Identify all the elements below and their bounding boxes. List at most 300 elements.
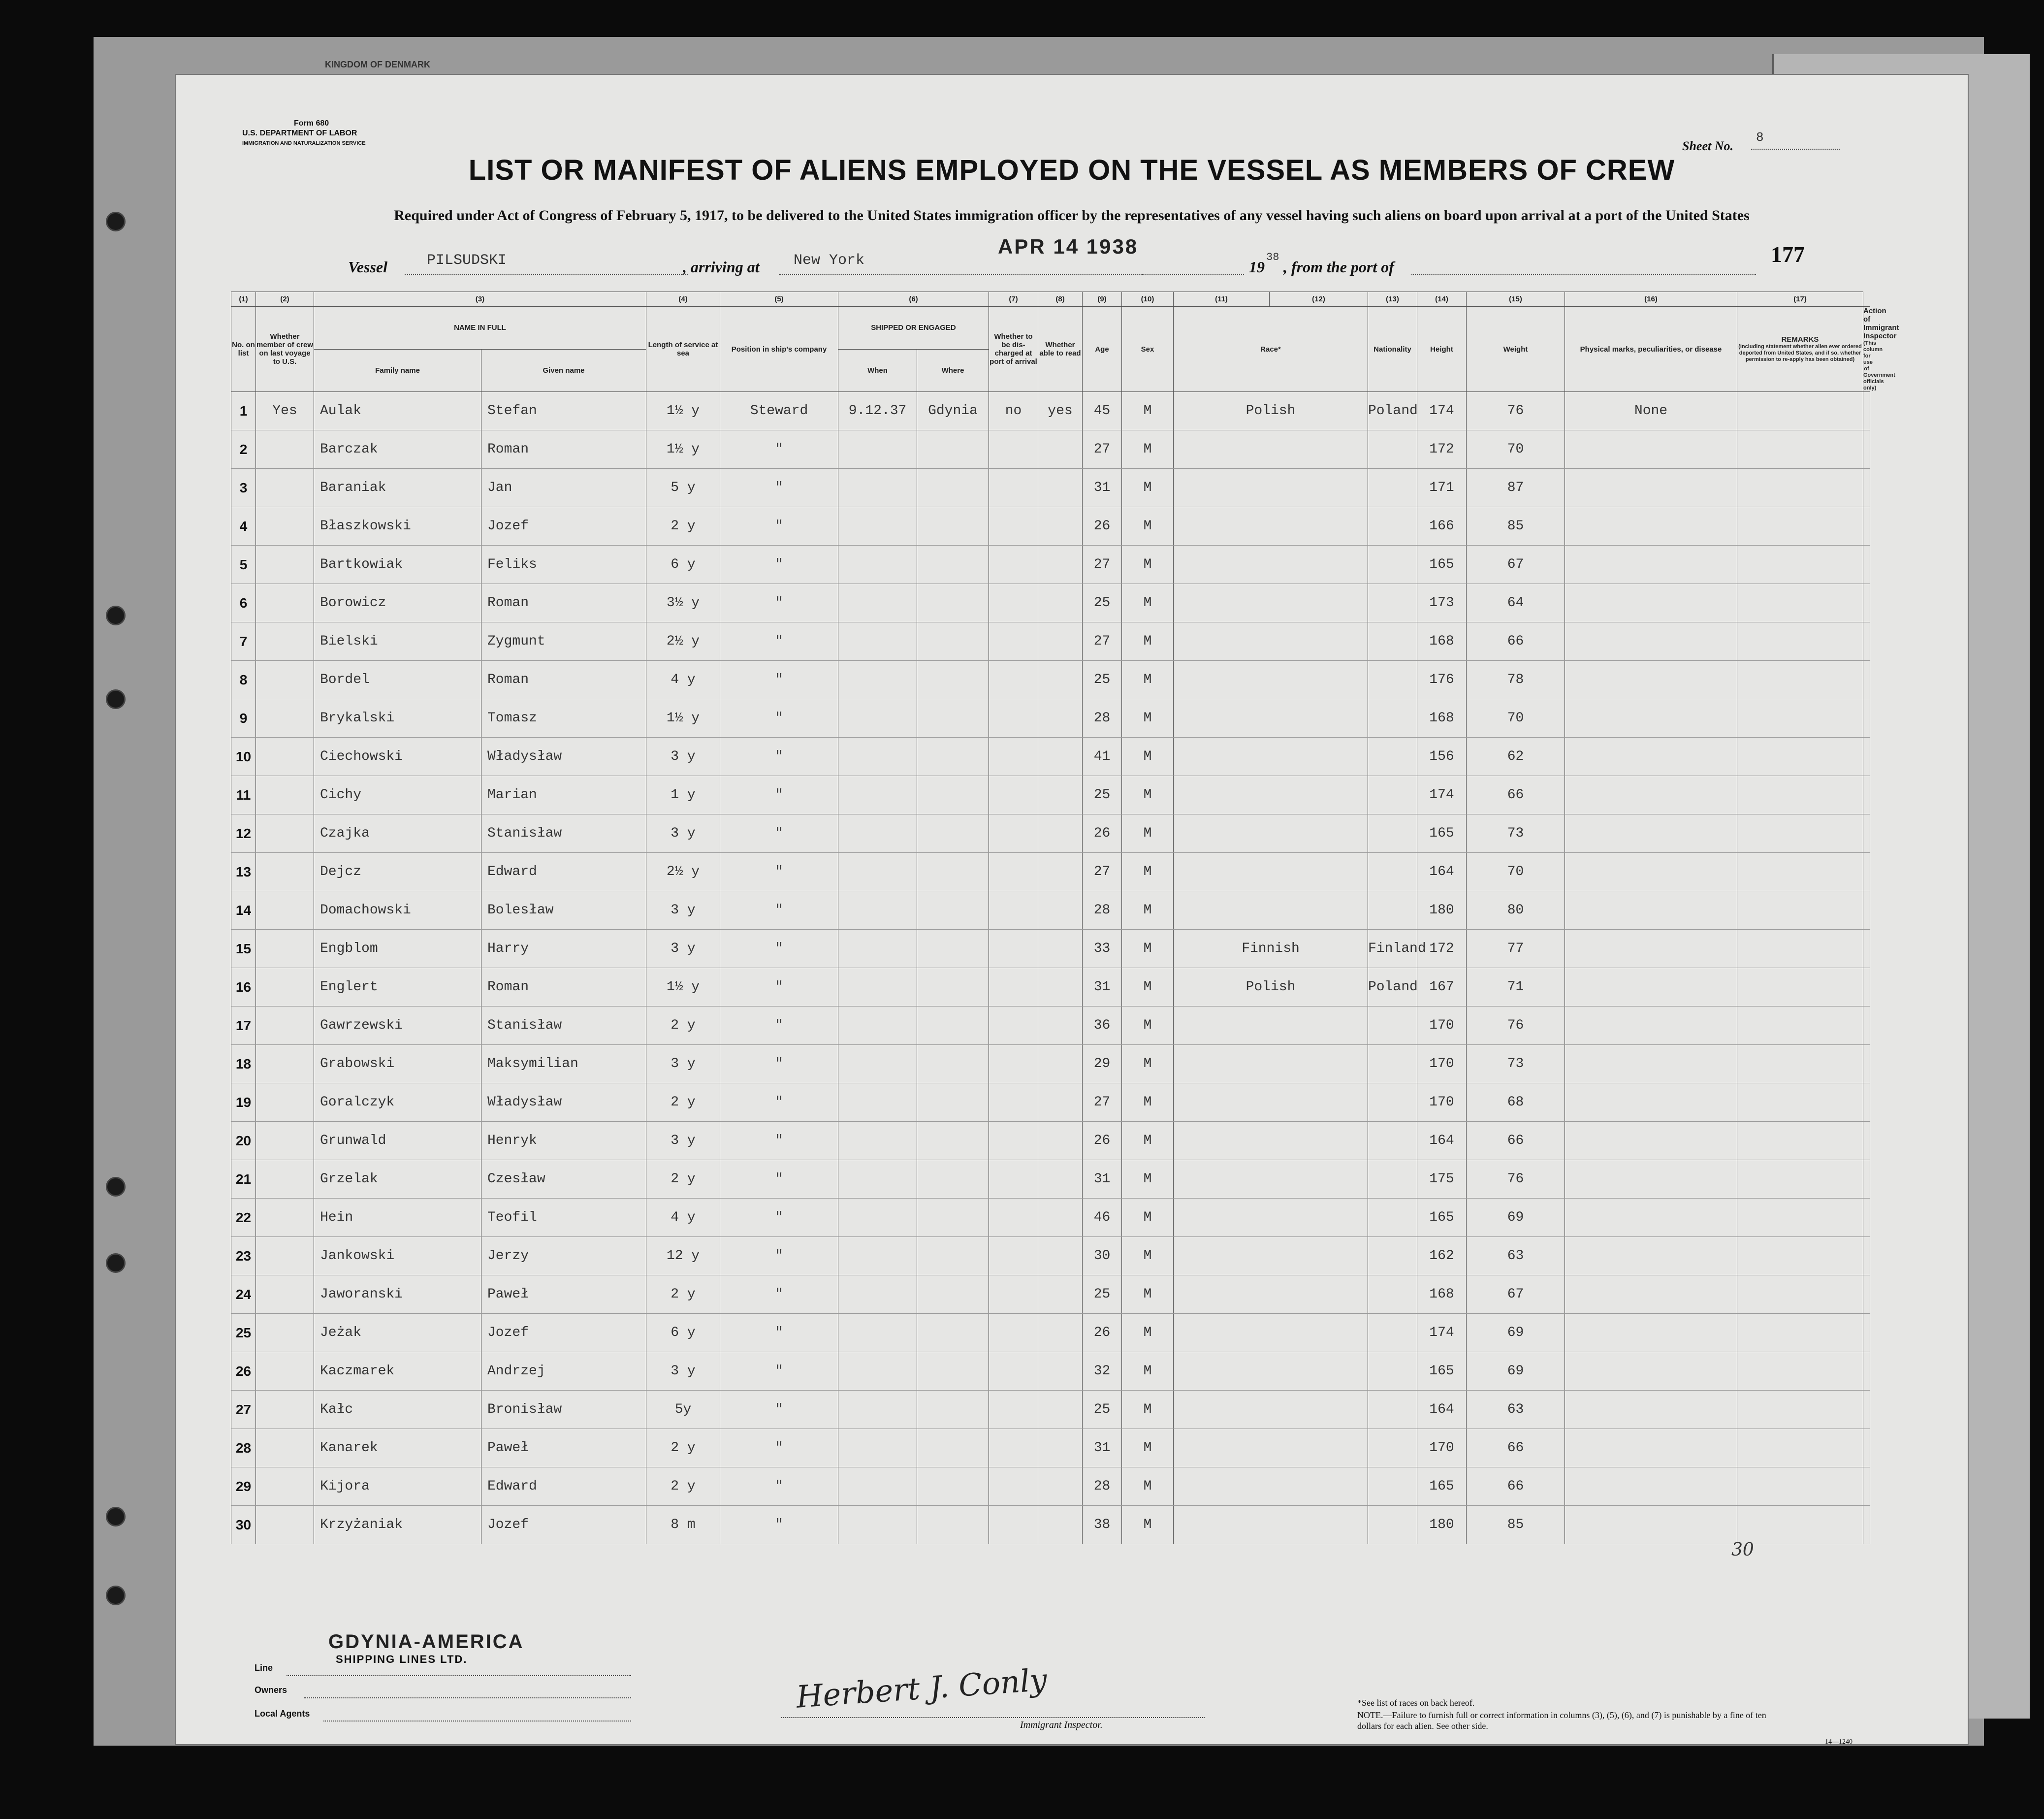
from-line	[1411, 274, 1756, 275]
service-cell: 2 y	[646, 1429, 720, 1467]
action-cell	[1863, 853, 1870, 891]
header-family-name: Family name	[314, 349, 481, 392]
service-cell: 4 y	[646, 1199, 720, 1237]
owners-label: Owners	[255, 1685, 287, 1695]
sex-cell: M	[1122, 392, 1174, 430]
age-cell: 32	[1083, 1352, 1122, 1391]
action-cell	[1863, 814, 1870, 853]
position-cell: "	[720, 1429, 838, 1467]
race-cell	[1174, 546, 1368, 584]
nationality-cell	[1368, 469, 1417, 507]
nationality-cell	[1368, 661, 1417, 699]
inspector-line	[781, 1717, 1205, 1718]
weight-cell: 73	[1467, 1045, 1565, 1083]
family-name-cell: Bielski	[314, 622, 481, 661]
binder-hole-icon	[106, 1586, 126, 1605]
able-to-read-cell	[1038, 1237, 1083, 1275]
previous-voyage-cell	[256, 1122, 314, 1160]
able-to-read-cell	[1038, 1429, 1083, 1467]
service-cell: 6 y	[646, 1314, 720, 1352]
discharged-cell	[989, 469, 1038, 507]
sex-cell: M	[1122, 891, 1174, 930]
weight-cell: 77	[1467, 930, 1565, 968]
discharged-cell	[989, 1199, 1038, 1237]
shipped-where-cell	[917, 968, 989, 1007]
height-cell: 164	[1417, 1122, 1467, 1160]
previous-voyage-cell	[256, 1391, 314, 1429]
height-cell: 164	[1417, 853, 1467, 891]
able-to-read-cell	[1038, 1506, 1083, 1544]
header-previous-voyage: Whether member of crew on last voyage to U.S.	[256, 307, 314, 392]
sex-cell: M	[1122, 1122, 1174, 1160]
height-cell: 173	[1417, 584, 1467, 622]
sex-cell: M	[1122, 430, 1174, 469]
shipped-where-cell	[917, 430, 989, 469]
binder-hole-icon	[106, 606, 126, 625]
shipped-when-cell	[838, 1506, 917, 1544]
shipped-where-cell	[917, 1314, 989, 1352]
age-cell: 31	[1083, 469, 1122, 507]
penalty-note: NOTE.—Failure to furnish full or correct information in columns (3), (5), (6), and (7) is punishable by a fine of ten dollars for each alien. See other side.	[1357, 1710, 1766, 1731]
able-to-read-cell	[1038, 1045, 1083, 1083]
race-cell	[1174, 1083, 1368, 1122]
shipped-where-cell	[917, 1275, 989, 1314]
sex-cell: M	[1122, 776, 1174, 814]
row-number: 4	[231, 507, 256, 546]
height-cell: 172	[1417, 430, 1467, 469]
action-cell	[1863, 1352, 1870, 1391]
given-name-cell: Roman	[481, 661, 646, 699]
previous-voyage-cell	[256, 622, 314, 661]
discharged-cell	[989, 968, 1038, 1007]
table-row	[231, 430, 1870, 469]
shipped-where-cell	[917, 584, 989, 622]
given-name-cell: Paweł	[481, 1275, 646, 1314]
table-row	[231, 1429, 1870, 1467]
shipped-where-cell	[917, 1237, 989, 1275]
nationality-cell: Poland	[1368, 392, 1417, 430]
shipped-when-cell	[838, 776, 917, 814]
nationality-cell	[1368, 1314, 1417, 1352]
physical-cell	[1565, 1314, 1737, 1352]
weight-cell: 80	[1467, 891, 1565, 930]
action-cell	[1863, 1237, 1870, 1275]
colnum: (9)	[1083, 292, 1122, 307]
age-cell: 25	[1083, 661, 1122, 699]
discharged-cell	[989, 776, 1038, 814]
sex-cell: M	[1122, 814, 1174, 853]
given-name-cell: Stanisław	[481, 814, 646, 853]
weight-cell: 76	[1467, 1007, 1565, 1045]
previous-voyage-cell	[256, 546, 314, 584]
physical-cell	[1565, 1352, 1737, 1391]
remarks-cell	[1737, 1083, 1863, 1122]
previous-voyage-cell	[256, 1275, 314, 1314]
shipped-when-cell	[838, 699, 917, 738]
sex-cell: M	[1122, 1429, 1174, 1467]
shipped-when-cell	[838, 469, 917, 507]
given-name-cell: Jerzy	[481, 1237, 646, 1275]
age-cell: 25	[1083, 1391, 1122, 1429]
shipped-when-cell	[838, 814, 917, 853]
discharged-cell	[989, 584, 1038, 622]
sex-cell: M	[1122, 1045, 1174, 1083]
race-cell: Polish	[1174, 392, 1368, 430]
height-cell: 168	[1417, 699, 1467, 738]
shipped-where-cell	[917, 661, 989, 699]
family-name-cell: Goralczyk	[314, 1083, 481, 1122]
height-cell: 170	[1417, 1083, 1467, 1122]
weight-cell: 85	[1467, 1506, 1565, 1544]
position-cell: "	[720, 776, 838, 814]
weight-cell: 70	[1467, 853, 1565, 891]
position-cell: "	[720, 1467, 838, 1506]
physical-cell	[1565, 622, 1737, 661]
position-cell: "	[720, 469, 838, 507]
previous-voyage-cell	[256, 1007, 314, 1045]
age-cell: 26	[1083, 1122, 1122, 1160]
physical-cell	[1565, 1199, 1737, 1237]
header-given-name: Given name	[481, 349, 646, 392]
weight-cell: 66	[1467, 1429, 1565, 1467]
action-cell	[1863, 430, 1870, 469]
able-to-read-cell	[1038, 1275, 1083, 1314]
service-cell: 1½ y	[646, 968, 720, 1007]
sex-cell: M	[1122, 1275, 1174, 1314]
discharged-cell	[989, 546, 1038, 584]
shipped-where-cell	[917, 814, 989, 853]
position-cell: "	[720, 1007, 838, 1045]
service-cell: 6 y	[646, 546, 720, 584]
discharged-cell	[989, 1237, 1038, 1275]
height-cell: 165	[1417, 1199, 1467, 1237]
year-label: 19	[1249, 258, 1265, 276]
row-number: 24	[231, 1275, 256, 1314]
discharged-cell	[989, 661, 1038, 699]
header-weight: Weight	[1467, 307, 1565, 392]
previous-voyage-cell	[256, 1314, 314, 1352]
able-to-read-cell	[1038, 738, 1083, 776]
shipped-when-cell	[838, 507, 917, 546]
race-cell	[1174, 1007, 1368, 1045]
previous-voyage-cell	[256, 930, 314, 968]
nationality-cell	[1368, 1122, 1417, 1160]
row-number: 8	[231, 661, 256, 699]
race-cell	[1174, 622, 1368, 661]
given-name-cell: Paweł	[481, 1429, 646, 1467]
height-cell: 174	[1417, 1314, 1467, 1352]
position-cell: "	[720, 507, 838, 546]
service-cell: 2 y	[646, 1007, 720, 1045]
age-cell: 28	[1083, 699, 1122, 738]
binder-hole-icon	[106, 1253, 126, 1273]
vessel-line	[405, 274, 688, 275]
action-title: Action of Immigrant Inspector	[1863, 307, 1899, 340]
height-cell: 168	[1417, 622, 1467, 661]
nationality-cell	[1368, 1199, 1417, 1237]
colnum: (7)	[989, 292, 1038, 307]
shipped-when-cell	[838, 1122, 917, 1160]
row-number: 15	[231, 930, 256, 968]
remarks-cell	[1737, 1199, 1863, 1237]
shipped-when-cell: 9.12.37	[838, 392, 917, 430]
sheet-number: 8	[1756, 130, 1764, 145]
physical-cell	[1565, 1237, 1737, 1275]
physical-cell	[1565, 430, 1737, 469]
inspector-signature: Herbert J. Conly	[795, 1661, 1048, 1715]
physical-cell	[1565, 661, 1737, 699]
company-stamp-subtitle: SHIPPING LINES LTD.	[336, 1653, 468, 1665]
colnum: (12)	[1270, 292, 1368, 307]
agents-label: Local Agents	[255, 1709, 310, 1719]
nationality-cell	[1368, 776, 1417, 814]
service-cell: 1½ y	[646, 699, 720, 738]
position-cell: "	[720, 1045, 838, 1083]
nationality-cell	[1368, 1237, 1417, 1275]
height-cell: 170	[1417, 1007, 1467, 1045]
header-height: Height	[1417, 307, 1467, 392]
action-cell	[1863, 584, 1870, 622]
service-cell: 1½ y	[646, 392, 720, 430]
weight-cell: 78	[1467, 661, 1565, 699]
discharged-cell	[989, 930, 1038, 968]
nationality-cell	[1368, 1275, 1417, 1314]
nationality-cell: Poland	[1368, 968, 1417, 1007]
position-cell: "	[720, 738, 838, 776]
given-name-cell: Marian	[481, 776, 646, 814]
age-cell: 27	[1083, 546, 1122, 584]
service-cell: 4 y	[646, 661, 720, 699]
discharged-cell	[989, 1160, 1038, 1199]
family-name-cell: Jeżak	[314, 1314, 481, 1352]
shipped-where-cell	[917, 891, 989, 930]
manifest-body	[231, 392, 1870, 1544]
row-number: 7	[231, 622, 256, 661]
action-cell	[1863, 1506, 1870, 1544]
position-cell: "	[720, 1352, 838, 1391]
table-row	[231, 968, 1870, 1007]
shipped-where-cell	[917, 546, 989, 584]
table-row	[231, 1237, 1870, 1275]
able-to-read-cell	[1038, 968, 1083, 1007]
weight-cell: 66	[1467, 622, 1565, 661]
service-cell: 2 y	[646, 507, 720, 546]
given-name-cell: Jozef	[481, 507, 646, 546]
shipped-where-cell	[917, 1429, 989, 1467]
given-name-cell: Roman	[481, 430, 646, 469]
nationality-cell	[1368, 1160, 1417, 1199]
service-cell: 2 y	[646, 1083, 720, 1122]
able-to-read-cell	[1038, 469, 1083, 507]
remarks-cell	[1737, 507, 1863, 546]
service-cell: 3 y	[646, 1122, 720, 1160]
given-name-cell: Roman	[481, 968, 646, 1007]
race-cell	[1174, 469, 1368, 507]
service-cell: 8 m	[646, 1506, 720, 1544]
discharged-cell	[989, 1122, 1038, 1160]
table-row	[231, 1045, 1870, 1083]
given-name-cell: Władysław	[481, 738, 646, 776]
service-cell: 5 y	[646, 469, 720, 507]
shipped-when-cell	[838, 1391, 917, 1429]
colnum: (6)	[838, 292, 989, 307]
weight-cell: 67	[1467, 546, 1565, 584]
remarks-cell	[1737, 1122, 1863, 1160]
table-row	[231, 1160, 1870, 1199]
family-name-cell: Baraniak	[314, 469, 481, 507]
remarks-cell	[1737, 1352, 1863, 1391]
service-cell: 3 y	[646, 891, 720, 930]
given-name-cell: Henryk	[481, 1122, 646, 1160]
height-cell: 180	[1417, 1506, 1467, 1544]
shipped-when-cell	[838, 1429, 917, 1467]
nationality-cell	[1368, 1467, 1417, 1506]
discharged-cell	[989, 1429, 1038, 1467]
position-cell: Steward	[720, 392, 838, 430]
remarks-cell	[1737, 968, 1863, 1007]
family-name-cell: Kałc	[314, 1391, 481, 1429]
height-cell: 166	[1417, 507, 1467, 546]
remarks-cell	[1737, 1429, 1863, 1467]
height-cell: 171	[1417, 469, 1467, 507]
action-cell	[1863, 1045, 1870, 1083]
able-to-read-cell	[1038, 1391, 1083, 1429]
row-number: 25	[231, 1314, 256, 1352]
remarks-cell	[1737, 814, 1863, 853]
family-name-cell: Cichy	[314, 776, 481, 814]
physical-cell	[1565, 584, 1737, 622]
row-number: 12	[231, 814, 256, 853]
service-cell: 2½ y	[646, 622, 720, 661]
service-cell: 3 y	[646, 738, 720, 776]
action-cell	[1863, 1467, 1870, 1506]
colnum: (10)	[1122, 292, 1174, 307]
age-cell: 25	[1083, 776, 1122, 814]
action-cell	[1863, 1314, 1870, 1352]
shipped-where-cell	[917, 1122, 989, 1160]
remarks-cell	[1737, 1506, 1863, 1544]
family-name-cell: Bordel	[314, 661, 481, 699]
sex-cell: M	[1122, 1237, 1174, 1275]
shipped-when-cell	[838, 622, 917, 661]
sex-cell: M	[1122, 1352, 1174, 1391]
colnum: (5)	[720, 292, 838, 307]
physical-cell	[1565, 1467, 1737, 1506]
weight-cell: 68	[1467, 1083, 1565, 1122]
race-cell	[1174, 891, 1368, 930]
able-to-read-cell	[1038, 891, 1083, 930]
given-name-cell: Harry	[481, 930, 646, 968]
age-cell: 46	[1083, 1199, 1122, 1237]
header-race: Race*	[1174, 307, 1368, 392]
remarks-cell	[1737, 1160, 1863, 1199]
inspector-label: Immigrant Inspector.	[1020, 1720, 1103, 1730]
age-cell: 31	[1083, 1160, 1122, 1199]
shipped-when-cell	[838, 1314, 917, 1352]
race-cell	[1174, 1045, 1368, 1083]
height-cell: 174	[1417, 392, 1467, 430]
row-number: 26	[231, 1352, 256, 1391]
position-cell: "	[720, 853, 838, 891]
position-cell: "	[720, 1314, 838, 1352]
row-number: 23	[231, 1237, 256, 1275]
action-cell	[1863, 507, 1870, 546]
given-name-cell: Zygmunt	[481, 622, 646, 661]
age-cell: 28	[1083, 891, 1122, 930]
service-cell: 5y	[646, 1391, 720, 1429]
discharged-cell	[989, 507, 1038, 546]
nationality-cell	[1368, 814, 1417, 853]
physical-cell	[1565, 891, 1737, 930]
position-cell: "	[720, 968, 838, 1007]
race-cell: Finnish	[1174, 930, 1368, 968]
nationality-cell	[1368, 507, 1417, 546]
agents-line	[323, 1721, 631, 1722]
age-cell: 27	[1083, 622, 1122, 661]
discharged-cell	[989, 891, 1038, 930]
position-cell: "	[720, 891, 838, 930]
previous-voyage-cell	[256, 1083, 314, 1122]
row-number: 1	[231, 392, 256, 430]
shipped-where-cell	[917, 776, 989, 814]
race-cell	[1174, 738, 1368, 776]
shipped-when-cell	[838, 584, 917, 622]
position-cell: "	[720, 1083, 838, 1122]
date-stamp: APR 14 1938	[998, 235, 1139, 258]
remarks-cell	[1737, 661, 1863, 699]
table-row	[231, 1467, 1870, 1506]
age-cell: 31	[1083, 1429, 1122, 1467]
table-row	[231, 584, 1870, 622]
weight-cell: 67	[1467, 1275, 1565, 1314]
able-to-read-cell	[1038, 507, 1083, 546]
physical-cell	[1565, 1083, 1737, 1122]
physical-cell: None	[1565, 392, 1737, 430]
table-row	[231, 1007, 1870, 1045]
position-cell: "	[720, 1275, 838, 1314]
row-number: 19	[231, 1083, 256, 1122]
header-sex: Sex	[1122, 307, 1174, 392]
position-cell: "	[720, 546, 838, 584]
arriving-port: New York	[794, 252, 865, 269]
height-cell: 162	[1417, 1237, 1467, 1275]
row-number: 29	[231, 1467, 256, 1506]
table-row	[231, 776, 1870, 814]
table-row	[231, 661, 1870, 699]
given-name-cell: Teofil	[481, 1199, 646, 1237]
date-line	[983, 274, 1244, 275]
family-name-cell: Kijora	[314, 1467, 481, 1506]
previous-voyage-cell	[256, 776, 314, 814]
page-title: LIST OR MANIFEST OF ALIENS EMPLOYED ON THE VESSEL AS MEMBERS OF CREW	[468, 154, 1675, 186]
shipped-when-cell	[838, 1160, 917, 1199]
able-to-read-cell	[1038, 1199, 1083, 1237]
discharged-cell: no	[989, 392, 1038, 430]
family-name-cell: Ciechowski	[314, 738, 481, 776]
discharged-cell	[989, 1391, 1038, 1429]
position-cell: "	[720, 930, 838, 968]
row-number: 27	[231, 1391, 256, 1429]
header-remarks	[1737, 307, 1863, 392]
shipped-when-cell	[838, 738, 917, 776]
colnum: (1)	[231, 292, 256, 307]
remarks-cell	[1737, 622, 1863, 661]
previous-voyage-cell	[256, 1160, 314, 1199]
race-cell	[1174, 584, 1368, 622]
action-cell	[1863, 1007, 1870, 1045]
action-cell	[1863, 1199, 1870, 1237]
colnum: (15)	[1467, 292, 1565, 307]
